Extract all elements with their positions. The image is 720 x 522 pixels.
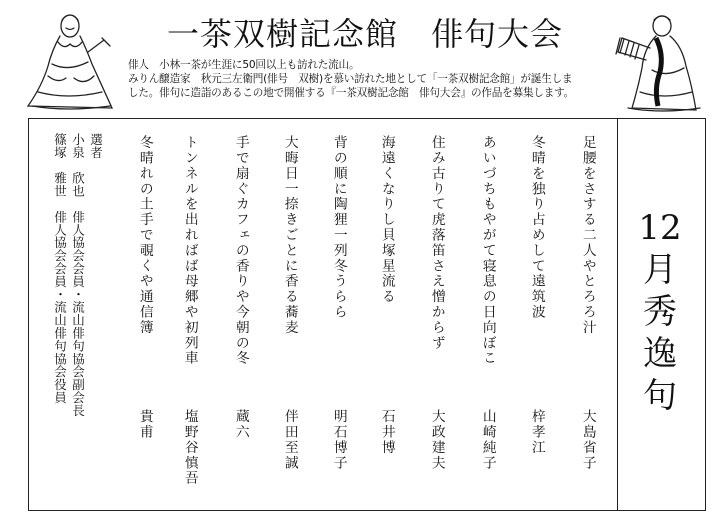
haiku-author: 山崎純子 bbox=[479, 409, 496, 471]
haiku-text: トンネルを出ればば母郷や初列車 bbox=[181, 135, 198, 366]
intro-line: した。俳句に造詣のあるこの地で開催する『一茶双樹記念館 俳句大会』の作品を募集します。 bbox=[128, 87, 575, 99]
brewer-illustration bbox=[604, 8, 708, 114]
judge-line: 小泉 欣也 俳人協会会員・流山俳句協会副会長 bbox=[70, 133, 86, 417]
haiku-author: 梓孝江 bbox=[528, 409, 545, 456]
intro-line: みりん醸造家 秋元三左衛門(俳号 双樹)を慕い訪れた地として「一茶双樹記念館」が誕生しま bbox=[128, 73, 573, 85]
intro-line: 俳人 小林一茶が生涯に50回以上も訪れた流山。 bbox=[128, 59, 360, 71]
judges-heading: 選者 bbox=[88, 133, 104, 159]
haiku-author: 貴甫 bbox=[136, 409, 153, 440]
haiku-author: 蔵六 bbox=[232, 409, 249, 440]
haiku-text: あいづちもやがて寝息の日向ぼこ bbox=[479, 135, 496, 366]
haiku-board bbox=[28, 118, 706, 511]
month-label-text: 12 月 秀 逸 句 bbox=[638, 208, 682, 416]
intro-text bbox=[128, 58, 608, 100]
haiku-text: 住み古りて虎落笛さえ憎からず bbox=[428, 135, 445, 351]
header bbox=[0, 0, 720, 118]
column-divider bbox=[617, 119, 618, 510]
haiku-text: 海遠くなりし貝塚星流る bbox=[378, 135, 395, 305]
haiku-author: 大政建夫 bbox=[428, 409, 445, 471]
haiku-text: 冬晴を独り占めして遠筑波 bbox=[528, 135, 545, 320]
haiku-text: 手で扇ぐカフェの香りや今朝の冬 bbox=[232, 135, 249, 366]
haiku-author: 明石博子 bbox=[330, 409, 347, 471]
page-title: 一茶双樹記念館 俳句大会 bbox=[166, 15, 563, 53]
haiku-author: 伴田至誠 bbox=[281, 409, 298, 471]
judge-line: 篠塚 雅世 俳人協会会員・流山俳句協会役員 bbox=[52, 133, 68, 404]
poet-illustration bbox=[18, 6, 118, 114]
haiku-text: 足腰をさする二人やとろろ汁 bbox=[579, 135, 596, 336]
month-label bbox=[624, 207, 696, 417]
haiku-text: 背の順に陶狸一列冬うらら bbox=[330, 135, 347, 320]
haiku-author: 塩野谷慎吾 bbox=[181, 409, 198, 486]
haiku-author: 石井博 bbox=[378, 409, 395, 456]
haiku-author: 大島省子 bbox=[579, 409, 596, 471]
haiku-text: 冬晴れの土手で覗くや通信簿 bbox=[136, 135, 153, 336]
haiku-text: 大晦日一捺きごとに香る蕎麦 bbox=[281, 135, 298, 336]
